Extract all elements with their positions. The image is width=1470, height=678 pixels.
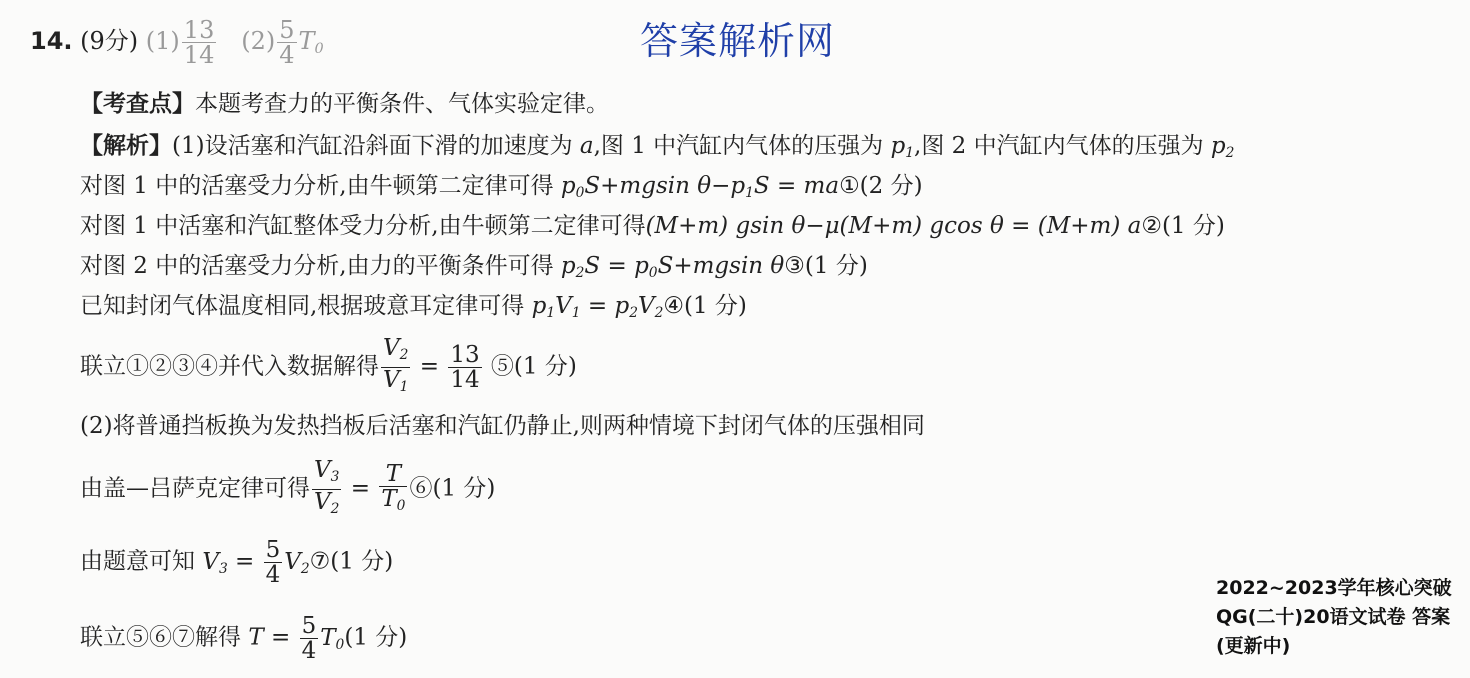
question-number: 14.: [30, 27, 73, 55]
part2-label: (2): [241, 27, 276, 55]
analysis-line-3: 对图 1 中活塞和汽缸整体受力分析,由牛顿第二定律可得(M+m) gsin θ−μ(M+m) gcos θ = (M+m) a②(1 分): [80, 213, 1225, 239]
part2-answer-var: $T_0$: [298, 27, 324, 57]
part1-label: (1): [145, 27, 180, 55]
side-note-line-1: 2022~2023学年核心突破: [1216, 577, 1452, 599]
analysis-line-8: 由盖—吕萨克定律可得 $\frac{V_3}{V_2}$ = $\frac{T}{T_0}$ ⑥(1 分): [80, 458, 495, 521]
analysis-line-7: (2)将普通挡板换为发热挡板后活塞和汽缸仍静止,则两种情境下封闭气体的压强相同: [80, 413, 925, 439]
analysis-line-10: 联立⑤⑥⑦解得 T = $\frac{5}{4}$ $T_0(1$ 分): [80, 613, 408, 664]
fraction-5-4-b: $\frac{5}{4}$: [301, 613, 317, 664]
jiexi-tag: 【解析】: [80, 132, 172, 159]
jiexi-line-1: 【解析】(1)设活塞和汽缸沿斜面下滑的加速度为 a,图 1 中汽缸内气体的压强为 $p_1$,图 2 中汽缸内气体的压强为 $p_2$: [80, 132, 1235, 161]
part2-answer-fraction: $\frac{5}{4}$: [279, 16, 295, 69]
analysis-line-4: 对图 2 中的活塞受力分析,由力的平衡条件可得 $p_2S = p_0S+mgsin$ θ③(1 分): [80, 253, 868, 281]
analysis-line-5: 已知封闭气体温度相同,根据玻意耳定律可得 $p_1V_1$ = $p_2V_2④(1$ 分): [80, 293, 747, 321]
analysis-line-6: 联立①②③④并代入数据解得 $\frac{V_2}{V_1}$ = $\frac{13}{14}$ ⑤(1 分): [80, 336, 577, 399]
side-note: [1216, 574, 1452, 661]
watermark-title: 答案解析网: [640, 19, 836, 63]
fraction-v2-v1: $\frac{V_2}{V_1}$: [383, 335, 409, 395]
part1-answer: $\frac{13}{14}$: [183, 16, 215, 69]
fraction-13-14: $\frac{13}{14}$: [450, 342, 480, 393]
question-score: (9分): [80, 27, 139, 55]
side-note-line-3: (更新中): [1216, 635, 1291, 657]
kaocha-tag: 【考查点】: [80, 90, 195, 117]
fraction-t-t0: $\frac{T}{T_0}$: [381, 460, 406, 514]
fraction-5-4-a: $\frac{5}{4}$: [265, 537, 281, 588]
kaocha-line: [80, 90, 609, 118]
analysis-line-9: 由题意可知 $V_3$ = $\frac{5}{4}$ $V_2⑦(1$ 分): [80, 537, 394, 588]
fraction-v3-v2: $\frac{V_3}{V_2}$: [314, 457, 340, 517]
side-note-line-2: QG(二十)20语文试卷 答案: [1216, 606, 1451, 628]
kaocha-text: 本题考查力的平衡条件、气体实验定律。: [195, 91, 609, 117]
analysis-line-2: 对图 1 中的活塞受力分析,由牛顿第二定律可得 $p_0S+mgsin$ $\theta-p_1S$ = ma①(2 分): [80, 173, 923, 201]
question-header: [30, 18, 324, 67]
